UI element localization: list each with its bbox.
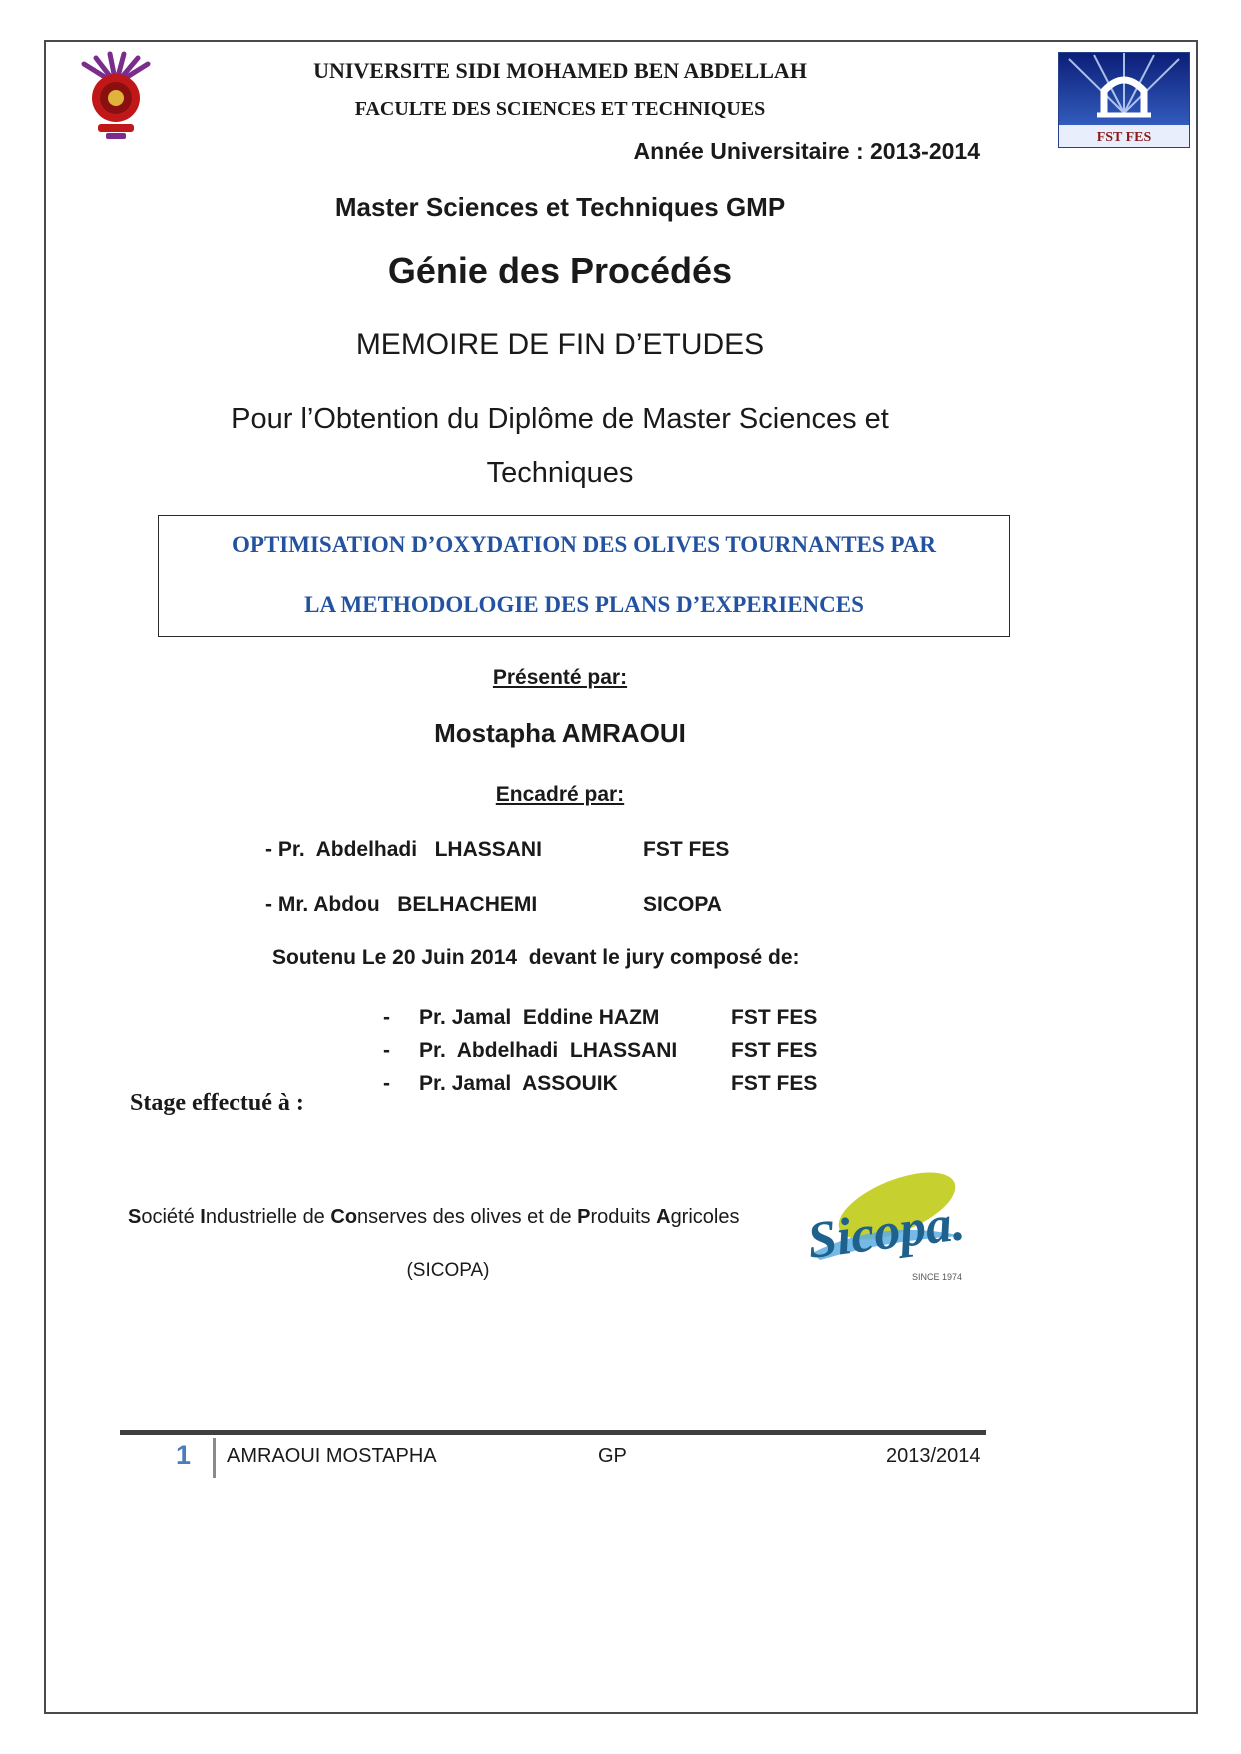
footer-separator-bar xyxy=(213,1438,216,1478)
diploma-subtitle-line-1: Pour l’Obtention du Diplôme de Master Sciences et xyxy=(231,403,889,435)
diploma-subtitle xyxy=(60,392,1060,500)
memoire-title: MEMOIRE DE FIN D’ETUDES xyxy=(355,328,765,361)
jury-name: Pr. Jamal ASSOUIK xyxy=(419,1072,618,1095)
supervisor-row xyxy=(265,838,729,862)
jury-dash: - xyxy=(383,1039,390,1062)
supervised-by-label: Encadré par: xyxy=(495,783,625,806)
fst-fes-logo xyxy=(1058,52,1190,148)
jury-affiliation: FST FES xyxy=(731,1072,818,1095)
author-name: Mostapha AMRAOUI xyxy=(434,718,686,748)
sicopa-logo-text: Sicopa. xyxy=(804,1194,968,1270)
footer-page-number: 1 xyxy=(176,1440,192,1470)
sicopa-since-text: SINCE 1974 xyxy=(912,1272,963,1282)
sicopa-icon xyxy=(792,1158,977,1298)
footer-author: AMRAOUI MOSTAPHA xyxy=(227,1445,437,1467)
jury-dash: - xyxy=(383,1072,390,1095)
supervisor-affiliation: FST FES xyxy=(643,838,730,861)
internship-label: Stage effectué à : xyxy=(130,1090,304,1116)
supervisor-name: - Pr. Abdelhadi LHASSANI xyxy=(265,838,542,861)
jury-dash: - xyxy=(383,1006,390,1029)
diploma-subtitle-line-2: Techniques xyxy=(486,457,634,489)
university-name: UNIVERSITE SIDI MOHAMED BEN ABDELLAH xyxy=(313,58,807,83)
jury-affiliation: FST FES xyxy=(731,1006,818,1029)
presented-by-label: Présenté par: xyxy=(492,666,628,689)
supervisor-row xyxy=(265,893,722,917)
subject-line-2: LA METHODOLOGIE DES PLANS D’EXPERIENCES xyxy=(304,592,864,617)
supervisor-affiliation: SICOPA xyxy=(643,893,722,916)
footer-program: GP xyxy=(598,1445,627,1467)
supervisor-name: - Mr. Abdou BELHACHEMI xyxy=(265,893,538,916)
fst-fes-label: FST FES xyxy=(1096,130,1152,145)
jury-row xyxy=(383,1034,817,1067)
jury-row xyxy=(383,1067,817,1100)
defense-line: Soutenu Le 20 Juin 2014 devant le jury composé de: xyxy=(272,946,800,969)
specialty-title: Génie des Procédés xyxy=(387,250,733,291)
footer-year: 2013/2014 xyxy=(886,1445,981,1467)
company-acronym: (SICOPA) xyxy=(406,1260,490,1281)
master-title: Master Sciences et Techniques GMP xyxy=(334,192,786,222)
faculty-name: FACULTE DES SCIENCES ET TECHNIQUES xyxy=(354,98,766,120)
jury-row xyxy=(383,1001,817,1034)
company-name: Société Industrielle de Conserves des olives et de Produits Agricoles xyxy=(128,1206,740,1228)
jury-name: Pr. Abdelhadi LHASSANI xyxy=(419,1039,678,1062)
fst-fes-icon xyxy=(1059,53,1189,147)
jury-list xyxy=(383,1001,817,1100)
sicopa-logo xyxy=(792,1158,977,1298)
subject-box xyxy=(158,515,1010,637)
jury-affiliation: FST FES xyxy=(731,1039,818,1062)
subject-line-1: OPTIMISATION D’OXYDATION DES OLIVES TOURNANTES PAR xyxy=(232,532,936,557)
jury-name: Pr. Jamal Eddine HAZM xyxy=(419,1006,660,1029)
footer-divider xyxy=(120,1430,986,1435)
academic-year: Année Universitaire : 2013-2014 xyxy=(633,138,980,164)
